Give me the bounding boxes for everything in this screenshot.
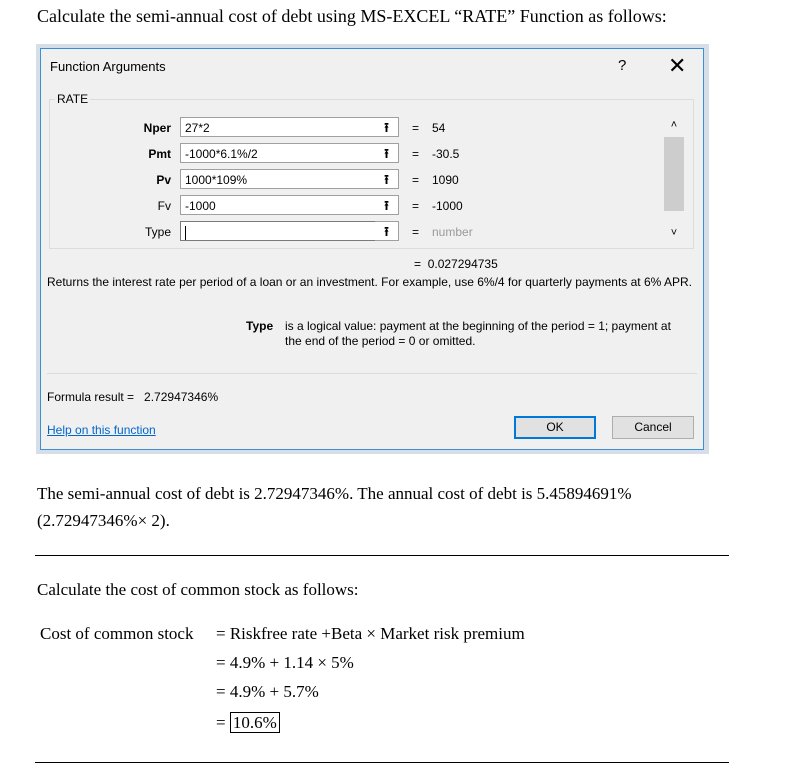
scroll-thumb[interactable] xyxy=(664,137,684,211)
semi-annual-result-text xyxy=(37,480,737,534)
common-stock-intro: Calculate the cost of common stock as follows: xyxy=(37,580,359,599)
collapse-icon[interactable]: ⭱ xyxy=(375,143,399,163)
equation-line-1: = Riskfree rate +Beta × Market risk premium xyxy=(216,624,525,643)
close-icon[interactable]: ✕ xyxy=(668,53,687,78)
cancel-button[interactable]: Cancel xyxy=(612,416,694,439)
collapse-icon[interactable]: ⭱ xyxy=(375,169,399,189)
ok-button[interactable]: OK xyxy=(514,416,596,439)
arg-result: 54 xyxy=(432,121,446,135)
equals-sign: = xyxy=(412,121,420,135)
pv-input[interactable]: 1000*109% xyxy=(180,169,376,189)
answer-box: 10.6% xyxy=(230,712,280,733)
divider xyxy=(35,555,729,556)
annual-calculation: (2.72947346%× 2) xyxy=(37,511,166,530)
arg-result: -1000 xyxy=(432,199,463,213)
intro-text: Calculate the semi-annual cost of debt using MS-EXCEL “RATE” Function as follows: xyxy=(37,6,667,26)
arg-result: 1090 xyxy=(432,173,459,187)
divider xyxy=(35,762,729,763)
argument-help-text: is a logical value: payment at the beginning of the period = 1; payment at the end of the period = 0 or omitted. xyxy=(285,319,671,348)
semi-annual-sentence: The semi-annual cost of debt is 2.72947346%. The annual cost of debt is 5.45894691% xyxy=(37,484,632,503)
function-description: Returns the interest rate per period of a loan or an investment. For example, use 6%/4 for quarterly payments at 6% APR. xyxy=(47,275,692,289)
nper-input[interactable]: 27*2 xyxy=(180,117,376,137)
dialog-title: Function Arguments xyxy=(50,59,166,74)
equation-line-4 xyxy=(216,713,280,733)
scroll-up-icon[interactable]: ˄ xyxy=(670,119,678,131)
arguments-scrollbar[interactable] xyxy=(664,117,684,243)
function-arguments-dialog xyxy=(40,48,704,450)
function-name: RATE xyxy=(57,92,89,106)
text-caret xyxy=(185,226,186,240)
scroll-down-icon[interactable]: ˅ xyxy=(670,227,678,239)
overall-result xyxy=(414,257,498,271)
arg-label: Pv xyxy=(156,173,171,187)
collapse-icon[interactable]: ⭱ xyxy=(375,117,399,137)
equals-sign: = xyxy=(414,257,422,271)
arg-result: number xyxy=(432,225,473,239)
equation-lhs: Cost of common stock xyxy=(40,624,194,643)
arg-label: Fv xyxy=(157,199,171,213)
overall-result-value: 0.027294735 xyxy=(427,257,498,271)
type-input[interactable] xyxy=(180,221,376,241)
equals-sign: = xyxy=(412,199,420,213)
arg-row-pv xyxy=(41,169,561,191)
pmt-input[interactable]: -1000*6.1%/2 xyxy=(180,143,376,163)
arg-result: -30.5 xyxy=(432,147,460,161)
arg-row-nper xyxy=(41,117,561,139)
argument-help-name: Type xyxy=(246,319,274,333)
period: . xyxy=(165,511,170,530)
equals-sign: = xyxy=(412,147,420,161)
arg-row-type xyxy=(41,221,561,243)
formula-result-label: Formula result = xyxy=(47,390,135,404)
divider xyxy=(47,373,697,374)
equation-line-3: = 4.9% + 5.7% xyxy=(216,682,319,701)
arg-label: Nper xyxy=(143,121,171,135)
arg-row-pmt xyxy=(41,143,561,165)
collapse-icon[interactable]: ⭱ xyxy=(375,195,399,215)
arg-label: Type xyxy=(144,225,171,239)
help-on-function-link[interactable]: Help on this function xyxy=(47,423,156,437)
arg-row-fv xyxy=(41,195,561,217)
arg-label: Pmt xyxy=(148,147,171,161)
formula-result-value: 2.72947346% xyxy=(144,390,219,404)
fv-input[interactable]: -1000 xyxy=(180,195,376,215)
formula-result xyxy=(47,390,218,404)
collapse-icon[interactable]: ⭱ xyxy=(375,221,399,241)
equals-sign: = xyxy=(412,173,420,187)
equals-sign: = xyxy=(412,225,420,239)
equals-sign: = xyxy=(216,713,226,732)
equation-line-2: = 4.9% + 1.14 × 5% xyxy=(216,653,354,672)
help-icon[interactable]: ? xyxy=(618,57,627,74)
